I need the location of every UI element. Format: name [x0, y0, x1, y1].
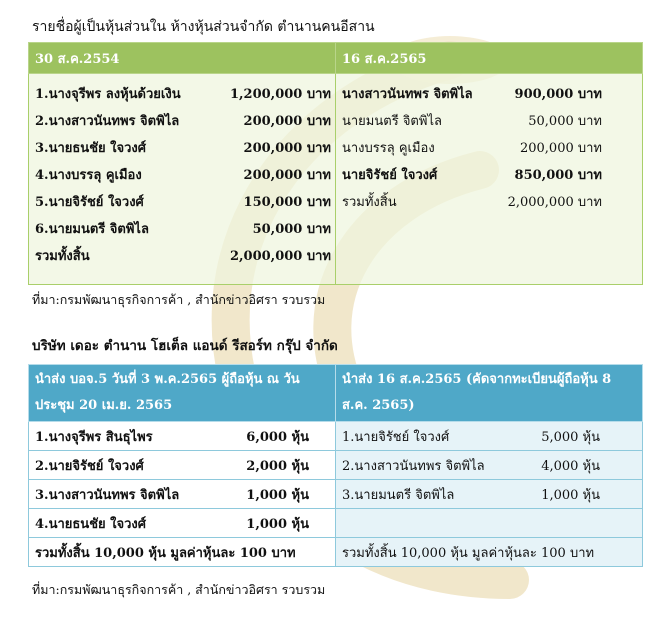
list-item-name: นายมนตรี จิตพิไล: [342, 114, 442, 129]
partners-left-column: [29, 74, 336, 285]
list-item-value: 1,200,000 บาท: [229, 87, 331, 102]
list-item-value: 200,000 บาท: [243, 114, 331, 129]
table-cell: [29, 480, 336, 509]
section2-source-note: ที่มา:กรมพัฒนาธุรกิจการค้า , สำนักข่าวอิศรา รวบรวม: [32, 582, 326, 597]
list-item-name: นางสาวนันทพร จิตพิไล: [342, 87, 473, 102]
shareholder-shares: 1,000 หุ้น: [246, 516, 309, 532]
partners-left-header: 30 ส.ค.2554: [29, 43, 336, 74]
section1-title: รายชื่อผู้เป็นหุ้นส่วนใน ห้างหุ้นส่วนจำกัด ตำนานคนอีสาน: [32, 19, 375, 35]
list-item-name: 6.นายมนตรี จิตพิไล: [35, 222, 149, 237]
table-cell: [336, 480, 643, 509]
shareholders-table: [28, 364, 643, 567]
shareholder-shares: 5,000 หุ้น: [541, 429, 600, 445]
shareholder-shares: 2,000 หุ้น: [246, 458, 309, 474]
partners-table: [28, 42, 643, 285]
list-item-value: 50,000 บาท: [528, 114, 602, 129]
total-value: 2,000,000 บาท: [229, 249, 331, 264]
total-value: 2,000,000 บาท: [507, 195, 602, 210]
list-item-value: 50,000 บาท: [252, 222, 331, 237]
list-item-value: 850,000 บาท: [514, 168, 602, 183]
table-cell: [336, 509, 643, 538]
total-cell: รวมทั้งสิ้น 10,000 หุ้น มูลค่าหุ้นละ 100 บาท: [29, 538, 336, 567]
shareholder-name: 4.นายธนชัย ใจวงศ์: [35, 516, 147, 532]
list-item-name: 1.นางจุรีพร ลงหุ้นด้วยเงิน: [35, 87, 181, 102]
shareholder-name: 3.นางสาวนันทพร จิตพิไล: [35, 487, 180, 503]
list-item-value: 200,000 บาท: [243, 141, 331, 156]
shareholder-shares: 4,000 หุ้น: [541, 458, 600, 474]
section1-source-note: ที่มา:กรมพัฒนาธุรกิจการค้า , สำนักข่าวอิศรา รวบรวม: [32, 292, 326, 307]
shareholders-left-header: นำส่ง บอจ.5 วันที่ 3 พ.ค.2565 ผู้ถือหุ้น ณ วันประชุม 20 เม.ย. 2565: [29, 365, 336, 422]
list-item-name: 2.นางสาวนันทพร จิตพิไล: [35, 114, 180, 129]
shareholder-name: 1.นายจิรัชย์ ใจวงศ์: [342, 429, 450, 445]
shareholder-name: 2.นางสาวนันทพร จิตพิไล: [342, 458, 485, 474]
section2-title: บริษัท เดอะ ตำนาน โฮเต็ล แอนด์ รีสอร์ท กรุ๊ป จำกัด: [32, 338, 338, 354]
list-item-name: 3.นายธนชัย ใจวงศ์: [35, 141, 147, 156]
list-item-value: 150,000 บาท: [243, 195, 331, 210]
total-cell: รวมทั้งสิ้น 10,000 หุ้น มูลค่าหุ้นละ 100 บาท: [336, 538, 643, 567]
table-cell: [336, 451, 643, 480]
shareholders-right-header: นำส่ง 16 ส.ค.2565 (คัดจากทะเบียนผู้ถือหุ้น 8 ส.ค. 2565): [336, 365, 643, 422]
list-item-name: 4.นางบรรลุ คูเมือง: [35, 168, 142, 183]
partners-right-header: 16 ส.ค.2565: [336, 43, 643, 74]
total-label: รวมทั้งสิ้น: [342, 195, 397, 210]
table-cell: [29, 509, 336, 538]
list-item-name: นางบรรลุ คูเมือง: [342, 141, 435, 156]
list-item-name: นายจิรัชย์ ใจวงศ์: [342, 168, 438, 183]
table-cell: [336, 422, 643, 451]
list-item-value: 900,000 บาท: [514, 87, 602, 102]
shareholder-shares: 1,000 หุ้น: [541, 487, 600, 503]
table-cell: [29, 422, 336, 451]
list-item-value: 200,000 บาท: [519, 141, 602, 156]
shareholder-name: 3.นายมนตรี จิตพิไล: [342, 487, 455, 503]
table-cell: [29, 451, 336, 480]
list-item-value: 200,000 บาท: [243, 168, 331, 183]
shareholder-name: 2.นายจิรัชย์ ใจวงศ์: [35, 458, 144, 474]
total-label: รวมทั้งสิ้น: [35, 249, 90, 264]
shareholder-shares: 6,000 หุ้น: [246, 429, 309, 445]
shareholder-shares: 1,000 หุ้น: [246, 487, 309, 503]
shareholder-name: 1.นางจุรีพร สินธุไพร: [35, 429, 153, 445]
partners-right-column: [336, 74, 643, 285]
list-item-name: 5.นายจิรัชย์ ใจวงศ์: [35, 195, 144, 210]
